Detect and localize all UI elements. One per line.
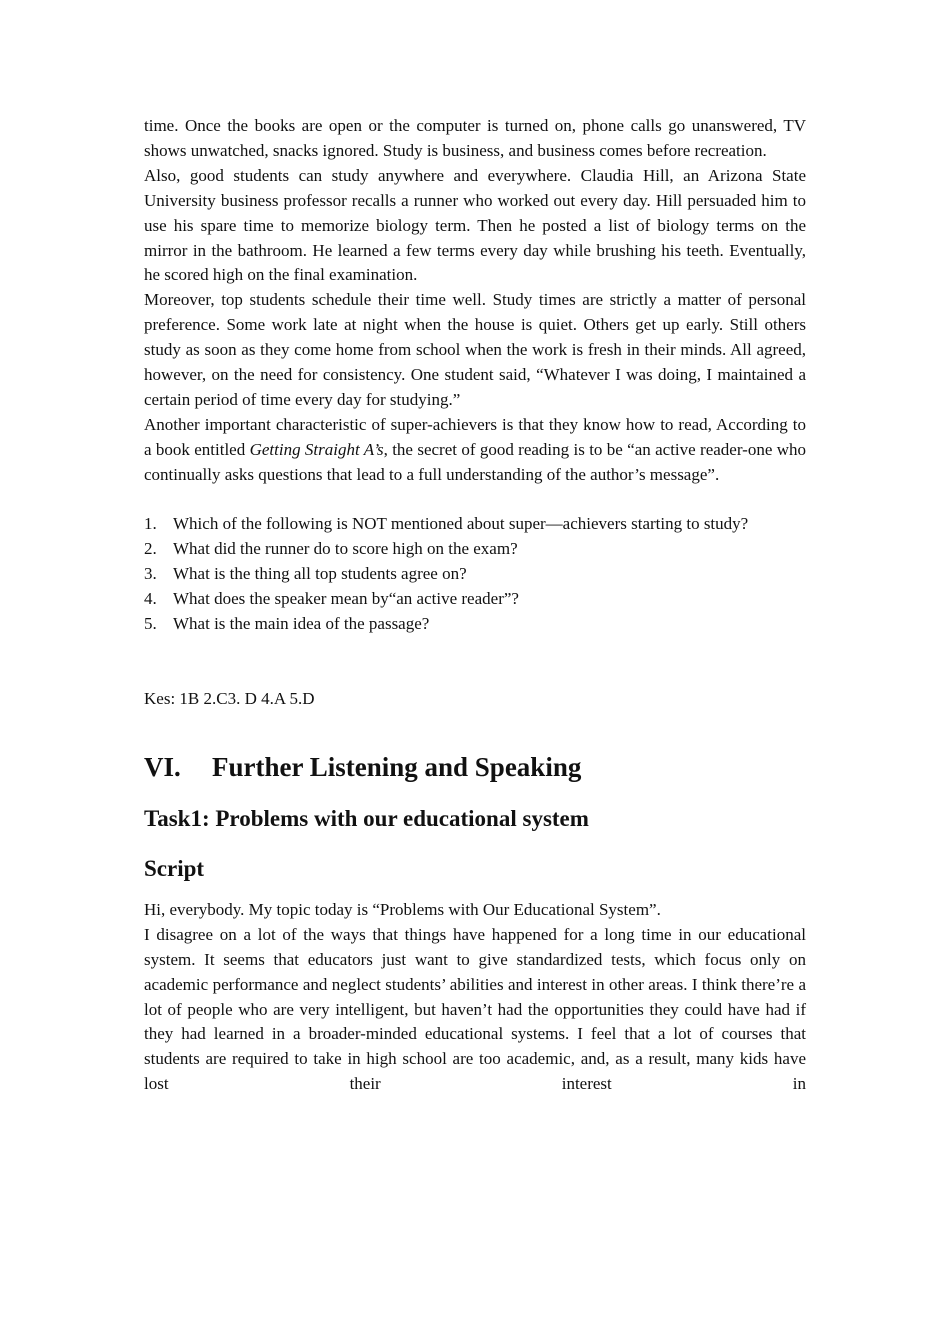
question-number: 1. <box>144 514 157 534</box>
section-number: VI. <box>144 751 181 782</box>
question-text: Which of the following is NOT mentioned about super—achievers starting to study? <box>173 514 749 534</box>
section-heading <box>144 749 806 785</box>
spacer <box>144 637 806 687</box>
question-item <box>144 587 806 612</box>
passage-paragraph-4 <box>144 413 806 488</box>
question-text: What does the speaker mean by“an active reader”? <box>173 589 519 609</box>
question-item <box>144 562 806 587</box>
question-list <box>144 512 806 637</box>
page-content <box>144 114 806 1097</box>
question-text: What is the main idea of the passage? <box>173 614 430 634</box>
script-paragraph-1: Hi, everybody. My topic today is “Problems with Our Educational System”. <box>144 899 661 919</box>
question-number: 3. <box>144 564 157 584</box>
section-title: Further Listening and Speaking <box>212 751 582 782</box>
question-text: What is the thing all top students agree on? <box>173 564 467 584</box>
passage-paragraph-1: time. Once the books are open or the computer is turned on, phone calls go unanswered, TV shows unwatched, snacks ignored. Study is business, and business comes before recreation. <box>144 116 806 160</box>
spacer <box>144 712 806 749</box>
passage-paragraph-4-end: , the secret of good reading is to be “an active reader-one who continually asks questions that lead to a full understanding of the author’s message”. <box>144 439 806 484</box>
spacer <box>144 835 806 853</box>
spacer <box>144 488 806 513</box>
question-item <box>144 612 806 637</box>
spacer <box>144 785 806 803</box>
question-item <box>144 537 806 562</box>
task-heading: Task1: Problems with our educational system <box>144 805 589 831</box>
script-heading: Script <box>144 855 205 881</box>
passage-paragraph-2: Also, good students can study anywhere and everywhere. Claudia Hill, an Arizona State University business professor recalls a runner who worked out every day. Hill persuaded him to use his spare time to memorize biology term. Then he posted a list of biology terms on the mirror in the bathroom. He learned a few terms every day while brushing his teeth. Eventually, he scored high on the final examination. <box>144 165 806 285</box>
question-number: 5. <box>144 614 157 634</box>
passage-paragraph-4-start: Another important characteristic of super-achievers is that they know how to read, According to a book entitled <box>144 414 806 459</box>
question-number: 4. <box>144 589 157 609</box>
spacer <box>144 885 806 898</box>
question-number: 2. <box>144 539 157 559</box>
question-text: What did the runner do to score high on the exam? <box>173 539 518 559</box>
script-paragraph-2: I disagree on a lot of the ways that things have happened for a long time in our educational system. It seems that educators just want to give standardized tests, which focus only on academic performance and neglect students’ abilities and interest in other areas. I think there’re a lot of people who are very intelligent, but haven’t had the opportunities they could have had if they had learned in a broader-minded educational systems. I feel that a lot of courses that students are required to take in high school are too academic, and, as a result, many kids have lost their interest in <box>144 924 806 1094</box>
question-item <box>144 512 806 537</box>
answer-keys: Kes: 1B 2.C3. D 4.A 5.D <box>144 689 315 709</box>
passage-paragraph-3: Moreover, top students schedule their time well. Study times are strictly a matter of personal preference. Some work late at night when the house is quiet. Others get up early. Still others study as soon as they come home from school when the work is fresh in their minds. All agreed, however, on the need for consistency. One student said, “Whatever I was doing, I maintained a certain period of time every day for studying.” <box>144 290 806 409</box>
book-title: Getting Straight A’s <box>249 439 384 459</box>
